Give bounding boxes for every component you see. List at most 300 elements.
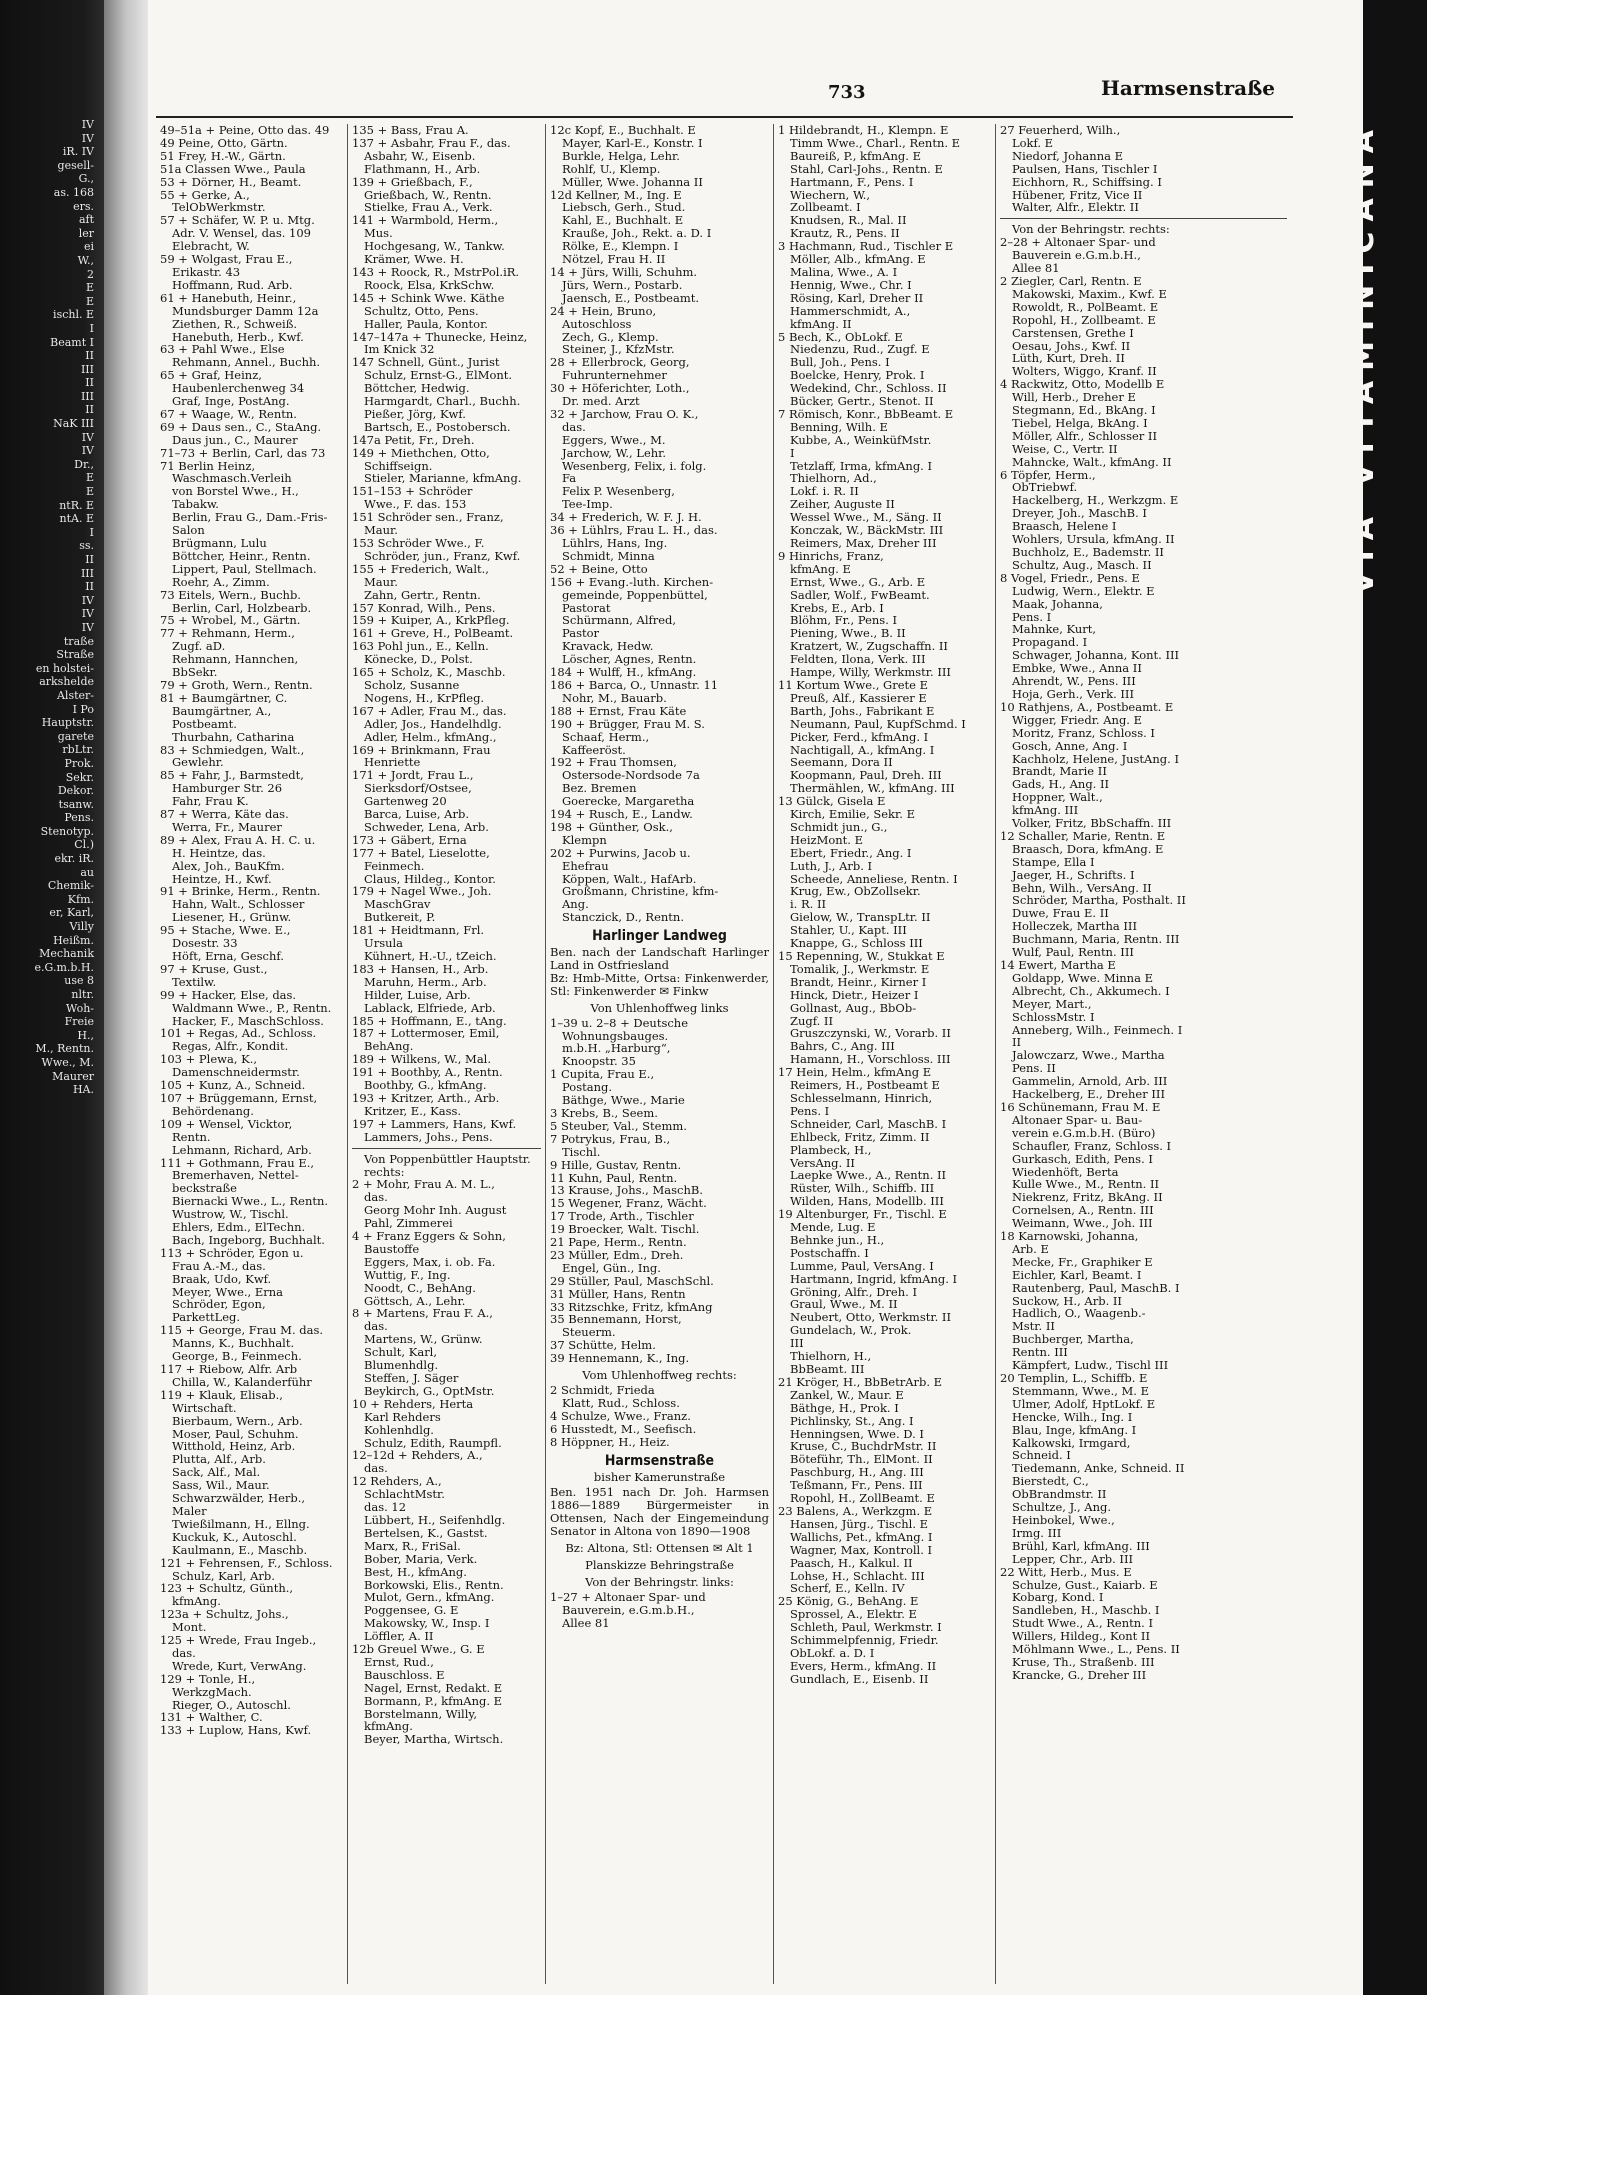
resident-entry: Lokf. i. R. II <box>790 484 859 499</box>
resident-entry: Stemmann, Wwe., M. E <box>1012 1383 1150 1398</box>
resident-entry: Altonaer Spar- u. Bau- <box>1012 1112 1143 1127</box>
resident-entry: Konczak, W., BäckMstr. III <box>790 523 944 538</box>
resident-entry: Paschburg, H., Ang. III <box>790 1465 924 1480</box>
resident-entry: Piening, Wwe., B. II <box>790 626 906 641</box>
resident-entry: Sadler, Wolf., FwBeamt. <box>790 587 930 602</box>
resident-entry: Picker, Ferd., kfmAng. I <box>790 729 929 744</box>
house-entry: 29 Stüller, Paul, MaschSchl. <box>550 1273 714 1288</box>
resident-entry: Feinmech. <box>364 858 425 873</box>
resident-entry: Jaensch, E., Postbeamt. <box>562 290 700 305</box>
resident-entry: Müller, Wwe. Johanna II <box>562 174 703 189</box>
house-entry: 83 + Schmiedgen, Walt., <box>160 742 305 757</box>
resident-entry: Walter, Alfr., Elektr. II <box>1012 200 1139 215</box>
left-page-line: Maurer <box>52 1069 94 1083</box>
page-number: 733 <box>828 82 866 103</box>
resident-entry: Waldmann Wwe., P., Rentn. <box>172 1000 332 1015</box>
resident-entry: Henriette <box>364 755 421 770</box>
resident-entry: Jürs, Wern., Postarb. <box>562 277 683 292</box>
resident-entry: das. 12 <box>364 1500 407 1515</box>
left-page-line: gesell- <box>57 158 94 172</box>
resident-entry: Thurbahn, Catharina <box>172 729 295 744</box>
resident-entry: Tiebel, Helga, BkAng. I <box>1012 415 1148 430</box>
resident-entry: Lohse, H., Schlacht. III <box>790 1568 925 1583</box>
resident-entry: Hartmann, Ingrid, kfmAng. I <box>790 1271 958 1286</box>
resident-entry: Wwe., F. das. 153 <box>364 497 467 512</box>
house-entry: 16 Schünemann, Frau M. E <box>1000 1099 1161 1114</box>
resident-entry: Hansen, Jürg., Tischl. E <box>790 1516 929 1531</box>
resident-entry: Lühlrs, Hans, Ing. <box>562 536 668 550</box>
resident-entry: Makowsky, W., Insp. I <box>364 1616 490 1631</box>
house-entry: 119 + Klauk, Elisab., <box>160 1387 283 1402</box>
house-entry: 21 Pape, Herm., Rentn. <box>550 1235 687 1250</box>
resident-entry: Graf, Inge, PostAng. <box>172 394 290 409</box>
left-page-line: I <box>89 321 94 335</box>
resident-entry: Schwager, Johanna, Kont. III <box>1012 648 1180 663</box>
resident-entry: Bach, Ingeborg, Buchhalt. <box>172 1232 325 1247</box>
house-entry: 34 + Frederich, W. F. J. H. <box>550 510 702 525</box>
resident-entry: Suckow, H., Arb. II <box>1012 1293 1122 1308</box>
resident-entry: Thermählen, W., kfmAng. III <box>790 781 955 796</box>
resident-entry: Roehr, A., Zimm. <box>172 574 270 589</box>
resident-entry: Berlin, Frau G., Dam.-Fris- <box>172 510 328 525</box>
resident-entry: Embke, Wwe., Anna II <box>1012 661 1142 676</box>
resident-entry: Sierksdorf/Ostsee, <box>364 781 472 796</box>
resident-entry: Textilw. <box>172 974 217 989</box>
resident-entry: BbBeamt. III <box>790 1362 865 1376</box>
house-entry: 109 + Wensel, Vicktor, <box>160 1116 293 1131</box>
resident-entry: Postschaffn. I <box>790 1245 869 1260</box>
house-entry: 5 Bech, K., ObLokf. E <box>778 329 903 344</box>
house-entry: 14 Ewert, Martha E <box>1000 958 1116 972</box>
resident-entry: VersAng. II <box>790 1155 855 1170</box>
resident-entry: Rösing, Karl, Dreher II <box>790 290 924 305</box>
house-entry: 155 + Frederich, Walt., <box>352 561 489 576</box>
left-page-line: er, Karl, <box>49 906 94 920</box>
resident-entry: Engel, Gün., Ing. <box>562 1260 661 1275</box>
resident-entry: Thielhorn, H., <box>790 1349 872 1364</box>
house-entry: 51 Frey, H.-W., Gärtn. <box>160 148 286 163</box>
resident-entry: Werra, Fr., Maurer <box>172 819 282 834</box>
house-entry: 143 + Roock, R., MstrPol.iR. <box>352 264 520 279</box>
house-entry: 67 + Waage, W., Rentn. <box>160 406 297 421</box>
left-page-line: Sekr. <box>65 770 94 784</box>
resident-entry: Lepper, Chr., Arb. III <box>1012 1551 1134 1566</box>
resident-entry: Wigger, Friedr. Ang. E <box>1012 712 1143 727</box>
resident-entry: Reimers, Max, Dreher III <box>790 536 937 550</box>
house-entry: 57 + Schäfer, W. P. u. Mtg. <box>160 213 315 228</box>
resident-entry: III <box>790 1336 804 1351</box>
resident-entry: Bäthge, Wwe., Marie <box>562 1093 685 1108</box>
resident-entry: Behn, Wilh., VersAng. II <box>1012 880 1152 895</box>
house-entry: 12–12d + Rehders, A., <box>352 1448 483 1463</box>
house-entry: 167 + Adler, Frau M., das. <box>352 703 507 718</box>
resident-entry: Wallichs, Pet., kfmAng. I <box>790 1529 933 1544</box>
resident-entry: Bormann, P., kfmAng. E <box>364 1693 503 1708</box>
resident-entry: Niedenzu, Rud., Zugf. E <box>790 342 930 357</box>
resident-entry: Sandleben, H., Maschb. I <box>1012 1603 1160 1618</box>
house-entry: 190 + Brügger, Frau M. S. <box>550 716 705 731</box>
left-page-line: Dr., <box>74 457 94 471</box>
resident-entry: Nagel, Ernst, Redakt. E <box>364 1680 503 1695</box>
resident-entry: Fahr, Frau K. <box>172 794 249 809</box>
resident-entry: Mecke, Fr., Graphiker E <box>1012 1254 1153 1269</box>
resident-entry: Dreyer, Joh., MaschB. I <box>1012 506 1147 521</box>
left-page-line: Beamt I <box>50 335 94 349</box>
resident-entry: Volker, Fritz, BbSchaffn. III <box>1012 816 1172 831</box>
house-entry: 1 Cupita, Frau E., <box>550 1067 655 1082</box>
resident-entry: Hackelberg, H., Werkzgm. E <box>1012 493 1179 508</box>
resident-entry: Im Knick 32 <box>364 342 435 357</box>
resident-entry: Blumenhdlg. <box>364 1358 439 1373</box>
house-entry: 121 + Fehrensen, F., Schloss. <box>160 1555 333 1570</box>
resident-entry: Hübener, Fritz, Vice II <box>1012 187 1143 202</box>
house-entry: 97 + Kruse, Gust., <box>160 961 268 976</box>
resident-entry: Brandt, Marie II <box>1012 764 1107 779</box>
resident-entry: Hackelberg, E., Dreher III <box>1012 1087 1165 1102</box>
resident-entry: Fa <box>562 471 577 486</box>
resident-entry: Wuttig, F., Ing. <box>364 1267 451 1282</box>
resident-entry: Maur. <box>364 523 398 538</box>
left-page-line: IV <box>81 620 94 634</box>
resident-entry: Pens. I <box>790 1103 830 1118</box>
resident-entry: Schulz, Karl, Arb. <box>172 1568 275 1583</box>
left-page-line: ischl. E <box>53 308 94 322</box>
resident-entry: das. <box>364 1190 388 1205</box>
resident-entry: Brügmann, Lulu <box>172 536 267 550</box>
left-page-line: tsanw. <box>58 797 94 811</box>
resident-entry: Hinck, Dietr., Heizer I <box>790 987 919 1002</box>
left-page-line: Straße <box>56 648 94 662</box>
resident-entry: SchlossMstr. I <box>1012 1009 1095 1024</box>
house-entry: 156 + Evang.-luth. Kirchen- <box>550 574 714 589</box>
resident-entry: Biernacki Wwe., L., Rentn. <box>172 1194 329 1209</box>
resident-entry: Eichhorn, R., Schiffsing. I <box>1012 174 1162 189</box>
left-page-line: aft <box>78 213 94 227</box>
house-entry: 9 Hille, Gustav, Rentn. <box>550 1157 682 1172</box>
left-page-line: Stenotyp. <box>40 824 94 838</box>
resident-entry: II <box>1012 1035 1022 1050</box>
resident-entry: Ebert, Friedr., Ang. I <box>790 845 912 860</box>
resident-entry: Rehmann, Annel., Buchh. <box>172 355 321 370</box>
house-entry: 157 Konrad, Wilh., Pens. <box>352 600 496 615</box>
resident-entry: Schimmelpfennig, Friedr. <box>790 1633 939 1648</box>
resident-entry: Von der Behringstr. rechts: <box>1012 222 1170 237</box>
resident-entry: Nohr, M., Bauarb. <box>562 690 667 705</box>
house-entry: 81 + Baumgärtner, C. <box>160 690 288 705</box>
resident-entry: Wohnungsbauges. <box>562 1028 669 1043</box>
resident-entry: Duwe, Frau E. II <box>1012 906 1109 921</box>
resident-entry: Harmgardt, Charl., Buchh. <box>364 394 521 409</box>
house-entry: 33 Ritzschke, Fritz, kfmAng <box>550 1299 713 1314</box>
house-entry: 194 + Rusch, E., Landw. <box>550 807 693 822</box>
resident-entry: Schröder, jun., Franz, Kwf. <box>364 548 521 563</box>
resident-entry: Schweder, Lena, Arb. <box>364 819 489 834</box>
resident-entry: Plutta, Alf., Arb. <box>172 1452 266 1467</box>
resident-entry: Wrede, Kurt, VerwAng. <box>172 1658 307 1673</box>
book-spine <box>1343 110 1381 1960</box>
resident-entry: Bauschloss. E <box>364 1667 445 1682</box>
section-rule <box>352 1148 541 1149</box>
resident-entry: Boelcke, Henry, Prok. I <box>790 368 925 383</box>
house-entry: 105 + Kunz, A., Schneid. <box>160 1078 306 1093</box>
house-entry: 149 + Miethchen, Otto, <box>352 445 490 460</box>
resident-entry: m.b.H. „Harburg“, <box>562 1041 671 1056</box>
left-page-line: use 8 <box>64 974 94 988</box>
resident-entry: Hencke, Wilh., Ing. I <box>1012 1409 1133 1424</box>
house-entry: 161 + Greve, H., PolBeamt. <box>352 626 514 641</box>
resident-entry: Göttsch, A., Lehr. <box>364 1293 466 1308</box>
resident-entry: BehAng. <box>364 1039 414 1054</box>
resident-entry: Dr. med. Arzt <box>562 394 640 409</box>
left-page-line: II <box>85 376 94 390</box>
resident-entry: Löscher, Agnes, Rentn. <box>562 652 697 667</box>
house-entry: 12c Kopf, E., Buchhalt. E <box>550 123 696 137</box>
left-page-line: M., Rentn. <box>35 1042 94 1056</box>
resident-entry: Autoschloss <box>562 316 632 331</box>
resident-entry: Manns, K., Buchhalt. <box>172 1336 295 1351</box>
house-entry: 181 + Heidtmann, Frl. <box>352 923 485 938</box>
resident-entry: Schröder, Egon, <box>172 1297 266 1312</box>
resident-entry: Schultze, J., Ang. <box>1012 1500 1112 1515</box>
resident-entry: Lübbert, H., Seifenhdlg. <box>364 1512 506 1527</box>
resident-entry: Tetzlaff, Irma, kfmAng. I <box>790 458 933 473</box>
resident-entry: Baumgärtner, A., <box>172 703 272 718</box>
house-entry: 19 Broecker, Walt. Tischl. <box>550 1222 700 1237</box>
resident-entry: Hilder, Luise, Arb. <box>364 987 471 1002</box>
house-entry: 21 Kröger, H., BbBetrArb. E <box>778 1374 943 1389</box>
resident-entry: Kachholz, Helene, JustAng. I <box>1012 751 1179 766</box>
resident-entry: Damenschneidermstr. <box>172 1065 300 1080</box>
resident-entry: Ludwig, Wern., Elektr. E <box>1012 583 1155 598</box>
resident-entry: Gundelach, W., Prok. <box>790 1323 912 1338</box>
resident-entry: Köppen, Walt., HafArb. <box>562 871 697 886</box>
left-page-line: arkshelde <box>39 675 94 689</box>
resident-entry: Buchmann, Maria, Rentn. III <box>1012 932 1180 947</box>
resident-entry: Buchholz, E., Bademstr. II <box>1012 545 1164 559</box>
house-entry: 10 + Rehders, Herta <box>352 1396 474 1411</box>
resident-entry: Lüth, Kurt, Dreh. II <box>1012 351 1125 366</box>
resident-entry: Weise, C., Vertr. II <box>1012 441 1118 456</box>
resident-entry: Kalkowski, Irmgard, <box>1012 1435 1131 1450</box>
left-page-line: Freie <box>64 1015 94 1029</box>
resident-entry: Rowoldt, R., PolBeamt. E <box>1012 299 1159 314</box>
resident-entry: Chilla, W., Kalanderführ <box>172 1374 312 1389</box>
resident-entry: Hamburger Str. 26 <box>172 781 283 796</box>
resident-entry: Bremerhaven, Nettel- <box>172 1168 299 1183</box>
resident-entry: Poggensee, G. E <box>364 1603 459 1618</box>
resident-entry: Rautenberg, Paul, MaschB. I <box>1012 1280 1180 1295</box>
street-heading: Harmsenstraße <box>604 1452 715 1469</box>
house-entry: 3 Hachmann, Rud., Tischler E <box>778 239 954 254</box>
resident-entry: Steffen, J. Säger <box>364 1371 459 1385</box>
left-page-line: nltr. <box>71 988 94 1001</box>
resident-entry: Mstr. II <box>1012 1319 1055 1334</box>
resident-entry: Jarchow, W., Lehr. <box>562 445 667 460</box>
resident-entry: Daus jun., C., Maurer <box>172 432 298 447</box>
house-entry: 129 + Tonle, H., <box>160 1671 256 1686</box>
left-page-line: Chemik- <box>47 879 94 893</box>
house-entry: 10 Rathjens, A., Postbeamt. E <box>1000 699 1174 714</box>
resident-entry: Thielhorn, Ad., <box>790 471 877 486</box>
resident-entry: Möller, Alfr., Schlosser II <box>1012 428 1158 443</box>
resident-entry: Pichlinsky, St., Ang. I <box>790 1413 914 1428</box>
resident-entry: Zech, G., Klemp. <box>562 329 659 344</box>
resident-entry: Seemann, Dora II <box>790 755 893 770</box>
resident-entry: rechts: <box>364 1164 405 1179</box>
resident-entry: ParkettLeg. <box>172 1310 241 1325</box>
header-rule <box>156 116 1293 118</box>
resident-entry: Gruszczynski, W., Vorarb. II <box>790 1026 951 1041</box>
resident-entry: Schwarzwälder, Herb., <box>172 1491 306 1506</box>
resident-entry: Holleczek, Martha III <box>1012 919 1137 934</box>
resident-entry: Rentn. <box>172 1129 211 1144</box>
house-entry: 183 + Hansen, H., Arb. <box>352 961 489 976</box>
resident-entry: Tomalik, J., Werkmstr. E <box>790 961 930 976</box>
house-entry: 20 Templin, L., Schiffb. E <box>1000 1371 1148 1385</box>
resident-entry: Goerecke, Margaretha <box>562 794 695 809</box>
house-entry: 145 + Schink Wwe. Käthe <box>352 290 505 305</box>
resident-entry: BbSekr. <box>172 665 218 680</box>
resident-entry: Stahler, U., Kapt. III <box>790 923 907 938</box>
resident-entry: Ernst, Rud., <box>364 1654 434 1669</box>
resident-entry: Bauverein, e.G.m.b.H., <box>562 1602 695 1617</box>
resident-entry: Maur. <box>364 574 398 589</box>
resident-entry: Kuckuk, K., Autoschl. <box>172 1529 297 1544</box>
resident-entry: kfmAng. III <box>1012 803 1079 818</box>
resident-entry: Krauße, Joh., Rekt. a. D. I <box>562 226 712 241</box>
resident-entry: Mahncke, Walt., kfmAng. II <box>1012 454 1172 469</box>
resident-entry: kfmAng. E <box>790 561 851 576</box>
resident-entry: Grießbach, W., Rentn. <box>364 187 492 202</box>
resident-entry: Wiechern, W., <box>790 187 871 202</box>
resident-entry: Adler, Helm., kfmAng., <box>364 729 497 744</box>
resident-entry: Allee 81 <box>1012 261 1060 276</box>
left-page-line: ntR. E <box>59 498 94 512</box>
house-entry: 32 + Jarchow, Frau O. K., <box>550 406 699 421</box>
house-entry: 87 + Werra, Käte das. <box>160 807 289 822</box>
resident-entry: Waschmasch.Verleih <box>172 471 292 486</box>
left-page-line: Heißm. <box>53 933 94 947</box>
resident-entry: Schürmann, Alfred, <box>562 613 677 628</box>
house-entry: 5 Steuber, Val., Stemm. <box>550 1118 687 1133</box>
resident-entry: kfmAng. <box>172 1594 221 1609</box>
house-entry: 6 Töpfer, Herm., <box>1000 467 1096 482</box>
resident-entry: Adler, Jos., Handelhdlg. <box>364 716 502 731</box>
resident-entry: Wedekind, Chr., Schloss. II <box>790 381 947 396</box>
resident-entry: Wiedenhöft, Berta <box>1012 1164 1119 1179</box>
resident-entry: Gosch, Anne, Ang. I <box>1012 738 1128 753</box>
resident-entry: Jalowczarz, Wwe., Martha <box>1012 1048 1165 1063</box>
left-page-line: Villy <box>69 920 94 934</box>
house-entry: 19 Altenburger, Fr., Tischl. E <box>778 1207 947 1222</box>
resident-entry: Stahl, Carl-Johs., Rentn. E <box>790 161 943 176</box>
resident-entry: Carstensen, Grethe I <box>1012 325 1134 340</box>
resident-entry: Lablack, Elfriede, Arb. <box>364 1000 496 1015</box>
street-side-heading: Planskizze Behringstraße <box>585 1557 734 1572</box>
house-entry: 12 Schaller, Marie, Rentn. E <box>1000 828 1166 843</box>
resident-entry: Maak, Johanna, <box>1012 596 1103 611</box>
resident-entry: Goldapp, Wwe. Minna E <box>1012 970 1153 985</box>
column-4 <box>773 124 995 1984</box>
house-entry: 49–51a + Peine, Otto das. 49 <box>160 123 330 137</box>
resident-entry: Zeiher, Auguste II <box>790 497 895 512</box>
house-entry: 163 Pohl jun., E., Kelln. <box>352 639 489 654</box>
left-page-line: Mechanik <box>39 947 94 961</box>
resident-entry: Pießer, Jörg, Kwf. <box>364 406 466 421</box>
resident-entry: Ropohl, H., ZollBeamt. E <box>790 1491 935 1506</box>
resident-entry: Koopmann, Paul, Dreh. III <box>790 768 942 783</box>
resident-entry: Braasch, Dora, kfmAng. E <box>1012 841 1164 856</box>
house-entry: 12 Rehders, A., <box>352 1474 442 1489</box>
house-entry: 23 Balens, A., Werkzgm. E <box>778 1503 933 1518</box>
resident-entry: Hacker, F., MaschSchloss. <box>172 1013 324 1028</box>
left-page-line: as. 168 <box>53 185 94 199</box>
resident-entry: Laepke Wwe., A., Rentn. II <box>790 1168 947 1183</box>
resident-entry: Kubbe, A., WeinküfMstr. <box>790 432 932 447</box>
house-entry: 192 + Frau Thomsen, <box>550 755 677 770</box>
house-entry: 73 Eitels, Wern., Buchb. <box>160 587 301 602</box>
resident-entry: Schulz, Edith, Raumpfl. <box>364 1435 502 1450</box>
resident-entry: Witthold, Heinz, Arb. <box>172 1439 296 1454</box>
resident-entry: kfmAng. <box>364 1719 413 1734</box>
house-entry: 1–39 u. 2–8 + Deutsche <box>550 1015 689 1030</box>
resident-entry: Rentn. III <box>1012 1345 1068 1360</box>
house-entry: 17 Trode, Arth., Tischler <box>550 1209 694 1224</box>
resident-entry: Ziethen, R., Schweiß. <box>172 316 298 331</box>
house-entry: 123a + Schultz, Johs., <box>160 1607 289 1622</box>
house-entry: 37 Schütte, Helm. <box>550 1338 656 1353</box>
resident-entry: Evers, Herm., kfmAng. II <box>790 1658 937 1673</box>
left-page-line: Woh- <box>66 1001 94 1015</box>
resident-entry: Sass, Wil., Maur. <box>172 1478 270 1493</box>
house-entry: 9 Hinrichs, Franz, <box>778 548 884 563</box>
resident-entry: Gammelin, Arnold, Arb. III <box>1012 1074 1168 1089</box>
house-entry: 125 + Wrede, Frau Ingeb., <box>160 1633 317 1648</box>
house-entry: 147–147a + Thunecke, Heinz, <box>352 329 528 344</box>
house-entry: 1–27 + Altonaer Spar- und <box>550 1589 706 1604</box>
resident-entry: Zahn, Gertr., Rentn. <box>364 587 481 602</box>
resident-entry: Frau A.-M., das. <box>172 1258 266 1273</box>
resident-entry: Zugf. II <box>790 1013 834 1028</box>
resident-entry: Tabakw. <box>172 497 219 512</box>
resident-entry: Gröning, Alfr., Dreh. I <box>790 1284 917 1299</box>
house-entry: 113 + Schröder, Egon u. <box>160 1245 304 1260</box>
resident-entry: Teßmann, Fr., Pens. III <box>790 1478 923 1493</box>
resident-entry: Wolters, Wiggo, Kranf. II <box>1012 364 1157 379</box>
house-entry: 173 + Gäbert, Erna <box>352 832 467 847</box>
house-entry: 77 + Rehmann, Herm., <box>160 626 295 641</box>
resident-entry: Lokf. E <box>1012 135 1054 150</box>
resident-entry: Ang. <box>562 897 589 912</box>
left-page-line: E <box>85 294 94 308</box>
resident-entry: Allee 81 <box>562 1615 610 1630</box>
resident-entry: Barca, Luise, Arb. <box>364 807 469 822</box>
resident-entry: Gewlehr. <box>172 755 224 770</box>
resident-entry: Krebs, E., Arb. I <box>790 600 884 615</box>
resident-entry: Weimann, Wwe., Joh. III <box>1012 1216 1153 1231</box>
resident-entry: Wilden, Hans, Modellb. III <box>790 1194 944 1209</box>
resident-entry: Rehmann, Hannchen, <box>172 652 299 667</box>
resident-entry: Irmg. III <box>1012 1525 1062 1540</box>
house-entry: 3 Krebs, B., Seem. <box>550 1105 658 1120</box>
house-entry: 2 Ziegler, Carl, Rentn. E <box>1000 273 1142 288</box>
house-entry: 137 + Asbahr, Frau F., das. <box>352 135 511 150</box>
resident-entry: Brandt, Heinr., Kirner I <box>790 974 927 989</box>
resident-entry: Bäthge, H., Prok. I <box>790 1400 899 1415</box>
resident-entry: Böttcher, Heinr., Rentn. <box>172 548 311 563</box>
resident-entry: Burkle, Helga, Lehr. <box>562 148 680 163</box>
house-entry: 186 + Barca, O., Unnastr. 11 <box>550 677 719 692</box>
